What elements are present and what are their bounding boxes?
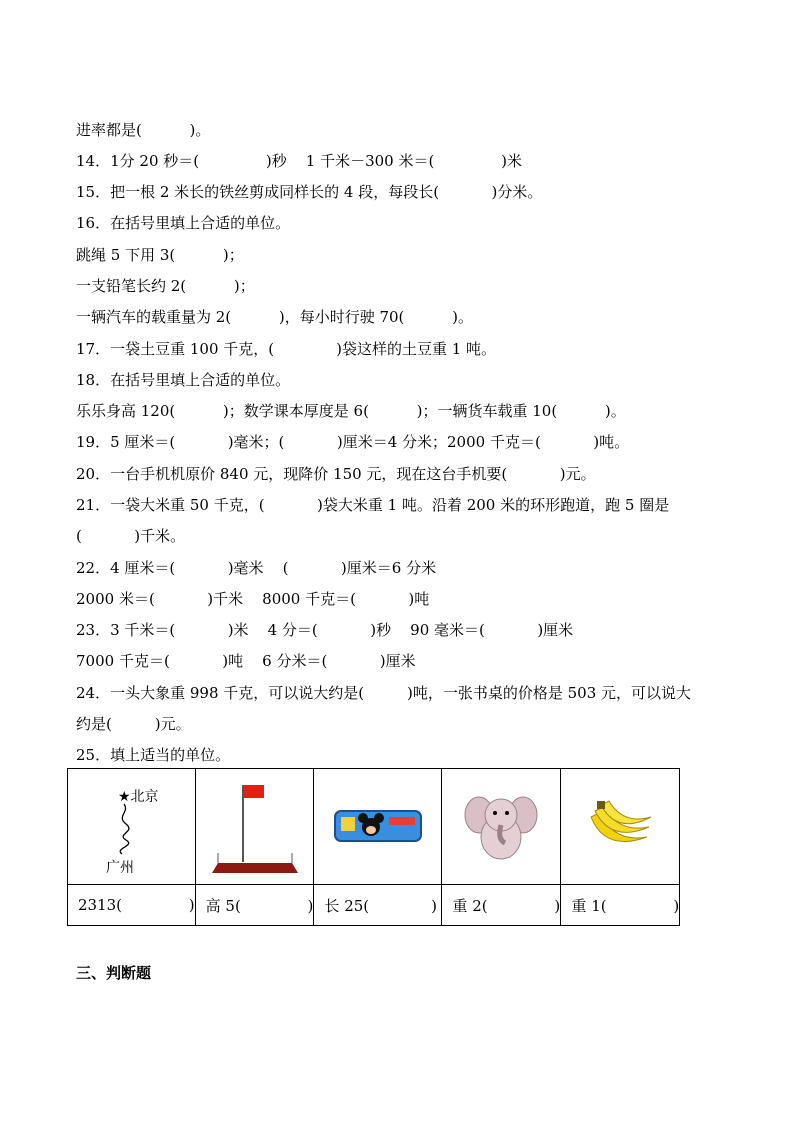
- question-18: 18．在括号里填上合适的单位。: [76, 371, 291, 389]
- banana-icon: [585, 797, 655, 857]
- question-21: 21．一袋大米重 50 千克，( )袋大米重 1 吨。沿着 200 米的环形跑道，跑 5 圈是: [76, 496, 670, 514]
- question-25: 25．填上适当的单位。: [76, 746, 231, 764]
- answer-cell: 重 1( ): [561, 885, 680, 926]
- elephant-cell: [442, 769, 561, 885]
- text-line: 约是( )元。: [76, 715, 191, 733]
- text-line: 7000 千克＝( )吨 6 分米＝( )厘米: [76, 652, 416, 670]
- text-line: 跳绳 5 下用 3( )；: [76, 246, 244, 264]
- flagpole-cell: [195, 769, 314, 885]
- question-22: 22．4 厘米＝( )毫米 ( )厘米＝6 分米: [76, 559, 437, 577]
- banana-cell: [561, 769, 680, 885]
- section-title: 三、判断题: [76, 964, 152, 982]
- question-24: 24．一头大象重 998 千克，可以说大约是( )吨，一张书桌的价格是 503 元，可以说大: [76, 684, 692, 702]
- answer-cell: 2313( ): [68, 885, 196, 926]
- question-15: 15．把一根 2 米长的铁丝剪成同样长的 4 段，每段长( )分米。: [76, 183, 543, 201]
- answer-cell: 高 5( ): [195, 885, 314, 926]
- text-line: 进率都是( )。: [76, 121, 211, 139]
- question-23: 23．3 千米＝( )米 4 分＝( )秒 90 毫米＝( )厘米: [76, 621, 574, 639]
- question-14: 14．1分 20 秒＝( )秒 1 千米－300 米＝( )米: [76, 152, 522, 170]
- text-line: 乐乐身高 120( )；数学课本厚度是 6( )；一辆货车载重 10( )。: [76, 402, 626, 420]
- question-20: 20．一台手机机原价 840 元，现降价 150 元，现在这台手机要( )元。: [76, 465, 596, 483]
- pencil-case-icon: [333, 807, 423, 847]
- map-route-icon: [76, 774, 186, 879]
- answer-cell: 重 2( ): [442, 885, 561, 926]
- elephant-icon: [461, 787, 541, 867]
- pencil-case-cell: [314, 769, 442, 885]
- flagpole-icon: [210, 777, 300, 877]
- answer-cell: 长 25( ): [314, 885, 442, 926]
- question-16: 16．在括号里填上合适的单位。: [76, 214, 291, 232]
- text-line: 一辆汽车的载重量为 2( )，每小时行驶 70( )。: [76, 308, 473, 326]
- text-line: ( )千米。: [76, 527, 186, 545]
- map-cell: [68, 769, 196, 885]
- question-17: 17．一袋土豆重 100 千克，( )袋这样的土豆重 1 吨。: [76, 340, 497, 358]
- map-city-bottom: 广州: [106, 860, 135, 876]
- text-line: 一支铅笔长约 2( )；: [76, 277, 255, 295]
- map-city-top: ★北京: [118, 789, 159, 805]
- question-19: 19．5 厘米＝( )毫米；( )厘米＝4 分米；2000 千克＝( )吨。: [76, 433, 630, 451]
- units-table: [67, 768, 680, 926]
- text-line: 2000 米＝( )千米 8000 千克＝( )吨: [76, 590, 430, 608]
